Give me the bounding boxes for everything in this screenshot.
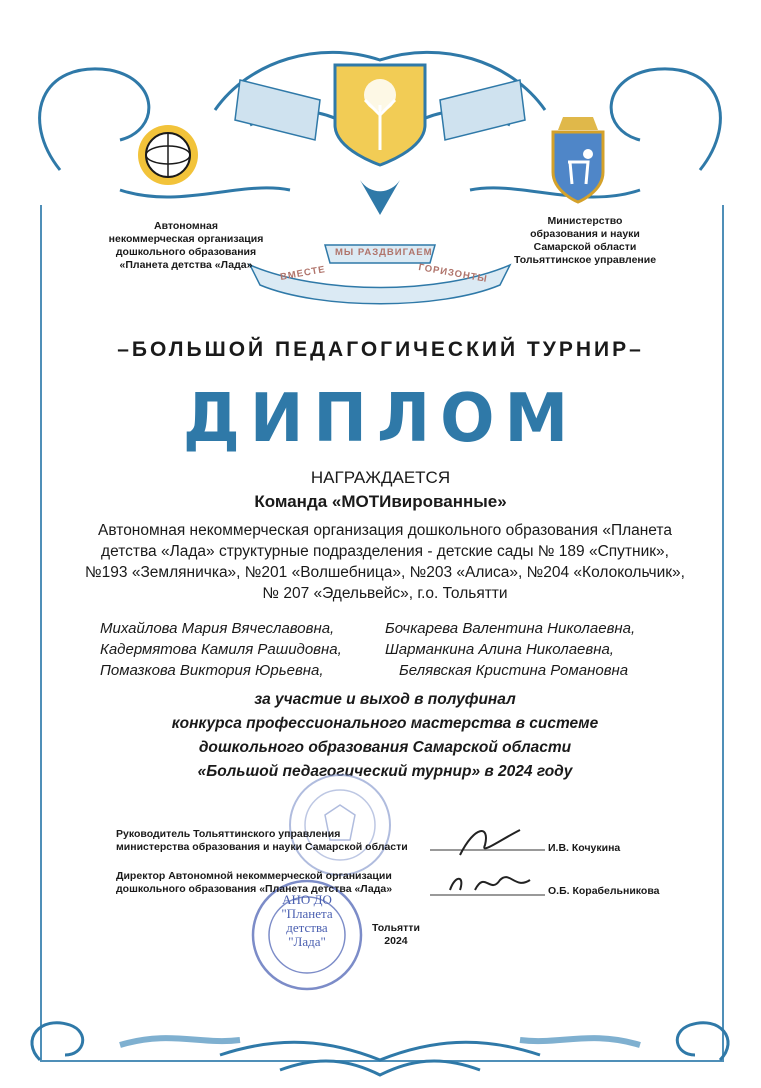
signer-2-position [116,870,426,896]
team-name: Команда «МОТИвированные» [254,492,507,511]
position-line: министерства образования и науки Самарской области [116,841,408,853]
issuer-right-line: образования и науки [530,228,640,240]
signer-1-name: И.В. Кочукина [548,842,621,854]
issuer-left-line: дошкольного образования [115,246,257,258]
tournament-title: –БОЛЬШОЙ ПЕДАГОГИЧЕСКИЙ ТУРНИР– [117,338,644,361]
description-line: № 207 «Эдельвейс», г.о. Тольятти [262,585,508,602]
stamp-line: детства [286,920,328,935]
description-line: Автономная некоммерческая организация дошкольного образования «Планета [98,522,672,539]
ribbon-top-text: МЫ РАЗДВИГАЕМ [335,247,433,258]
samara-coat-of-arms [538,112,618,207]
member-name: Бочкарева Валентина Николаевна, [385,620,636,637]
diploma-title: ДИПЛОМ [182,380,579,458]
position-line: дошкольного образования «Планета детства «Лада» [116,883,393,895]
motto-ribbon [240,225,520,305]
ribbon-right-text: ГОРИЗОНТЫ [417,262,489,285]
issuer-left-line: Автономная [153,220,218,232]
signer-1-position [116,828,416,854]
position-line: Директор Автономной некоммерческой организации [116,870,392,882]
member-name: Кадермятова Камиля Рашидовна, [100,641,342,658]
place-date [372,922,420,948]
awarded-label: НАГРАЖДАЕТСЯ [310,468,451,487]
year: 2024 [384,935,408,947]
member-name: Белявская Кристина Романовна [399,662,629,679]
reason-line: дошкольного образования Самарской области [198,739,572,756]
city: Тольятти [372,922,420,934]
description-line: №193 «Земляничка», №201 «Волшебница», №203 «Алиса», №204 «Колокольчик», [85,564,685,581]
stamp-line: "Лада" [288,934,326,949]
issuer-right-line: Самарской области [533,241,637,253]
reason-line: за участие и выход в полуфинал [254,691,516,708]
issuer-left [96,220,276,272]
member-name: Помазкова Виктория Юрьевна, [100,662,324,679]
signature-2 [430,865,550,905]
planet-detstva-logo [118,110,218,190]
reason-line: «Большой педагогический турнир» в 2024 году [197,763,573,780]
issuer-right-line: Министерство [547,215,623,227]
signature-1 [430,820,550,865]
stamp-line: "Планета [281,906,333,921]
stamp-center-text [268,893,346,949]
member-name: Шарманкина Алина Николаевна, [385,641,614,658]
issuer-right-line: Тольяттинское управление [513,254,657,266]
issuer-right [510,215,660,267]
reason-line: конкурса профессионального мастерства в системе [171,715,599,732]
stamp-line: АНО ДО [282,892,332,907]
organization-description [85,520,685,604]
position-line: Руководитель Тольяттинского управления [116,828,341,840]
issuer-left-line: «Планета детства «Лада» [119,259,253,271]
members-left [100,618,390,681]
bottom-ornament [0,1000,761,1088]
member-name: Михайлова Мария Вячеславовна, [100,620,335,637]
issuer-left-line: некоммерческая организация [108,233,264,245]
ministry-stamp [270,770,410,880]
description-line: детства «Лада» структурные подразделения - детские сады № 189 «Спутник», [101,543,669,560]
members-right [385,618,705,681]
ribbon-left-text: ВМЕСТЕ [279,264,327,283]
signer-2-name: О.Б. Корабельникова [548,885,660,897]
